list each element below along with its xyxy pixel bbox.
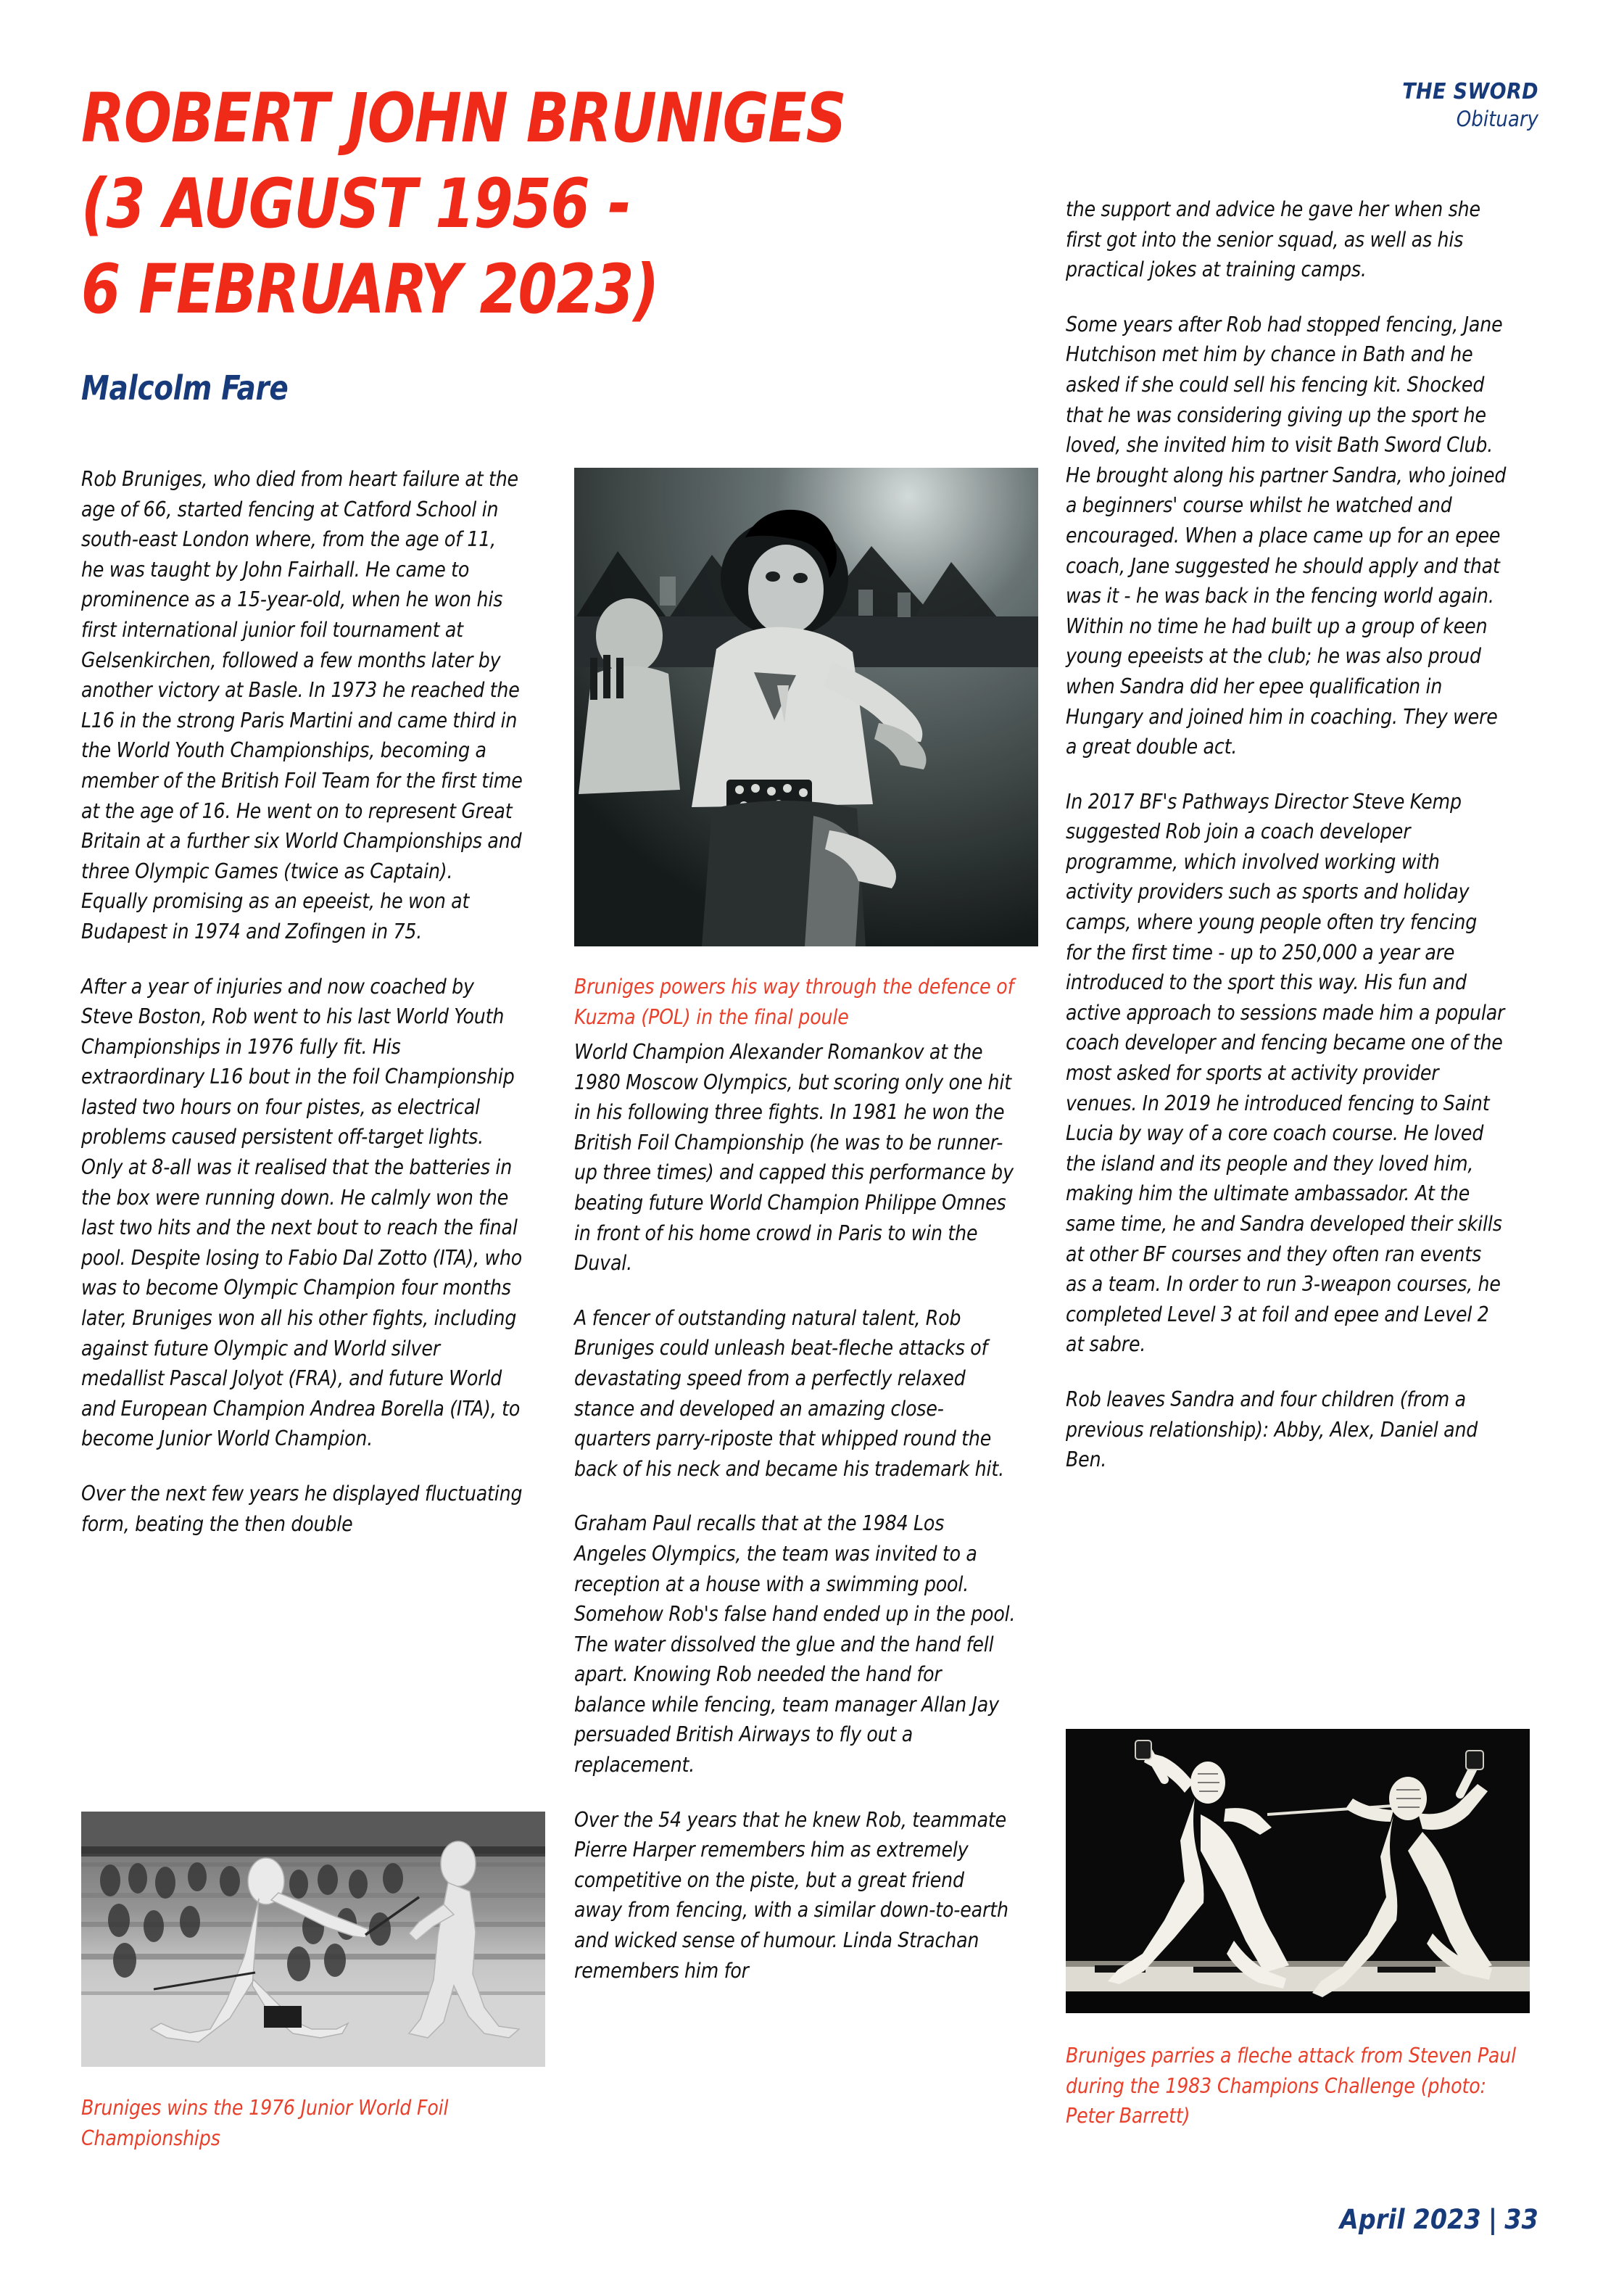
page-title [81,79,1111,341]
photo-caption: Bruniges powers his way through the defence of Kuzma (POL) in the final poule [574,975,1014,1029]
article-column-3 [1066,194,1514,1475]
paragraph: Graham Paul recalls that at the 1984 Los Angeles Olympics, the team was invited to a reception at a house with a swimming pool. Somehow Rob's false hand ended up in the pool. The water dissolved the glue and the hand fell apart. Knowing Rob needed the hand for balance while fencing, team manager Allan Jay persuaded British Airways to fly out a replacement. [574,1511,1016,1777]
paragraph: Over the next few years he displayed fluctuating form, beating the then double [81,1482,523,1536]
photo-caption: Bruniges wins the 1976 Junior World Foil Championships [81,2096,449,2150]
paragraph: Over the 54 years that he knew Rob, teammate Pierre Harper remembers him as extremely competitive on the piste, but a great friend away from fencing, with a similar down-to-earth and wicked sense of humour. Linda Strachan remembers him for [574,1807,1008,1983]
paragraph: Rob Bruniges, who died from heart failure at the age of 66, started fencing at Catford School in south-east London where, from the age of 11, he was taught by John Fairhall. He came to prominence as a 15-year-old, when he won his first international junior foil tournament at Gelsenkirchen, followed a few months later by another victory at Basle. In 1973 he reached the L16 in the strong Paris Martini and came third in the World Youth Championships, becoming a member of the British Foil Team for the first time at the age of 16. He went on to represent Great Britain at a further six World Championships and three Olympic Games (twice as Captain). Equally promising as an epeeist, he won at Budapest in 1974 and Zofingen in 75. [81,467,523,943]
photo-fleche-attack-1983 [1066,1729,1530,2013]
article-column-2 [574,1037,1022,1986]
paragraph: After a year of injuries and now coached by Steve Boston, Rob went to his last World Youth Championships in 1976 fully fit. His extraordinary L16 bout in the foil Championship lasted two hours on four pistes, as electrical problems caused persistent off-target lights. Only at 8-all was it realised that the batteries in the box were running down. He calmly won the last two hits and the next bout to reach the final pool. Despite losing to Fabio Dal Zotto (ITA), who was to become Olympic Champion four months later, Bruniges won all his other fights, including against future Olympic and World silver medallist Pascal Jolyot (FRA), and future World and European Champion Andrea Borella (ITA), to become Junior World Champion. [81,974,523,1451]
photo-caption: Bruniges parries a fleche attack from Steven Paul during the 1983 Champions Challenge (photo: Peter Barrett) [1066,2044,1516,2128]
section-label: Obituary [1456,107,1538,132]
paragraph: In 2017 BF's Pathways Director Steve Kemp suggested Rob join a coach developer programme, which involved working with activity providers such as sports and holiday camps, where young people often try fencing for the first time - up to 250,000 a year are introduced to the sport this way. His fun and active approach to sessions made him a popular coach developer and fencing became one of the most asked for sports at activity provider venues. In 2019 he introduced fencing to Saint Lucia by way of a core coach course. He loved the island and its people and they loved him, making him the ultimate ambassador. At the same time, he and Sandra developed their skills at other BF courses and they often ran events as a team. In order to run 3-weapon courses, he completed Level 3 at foil and epee and Level 2 at sabre. [1066,789,1505,1357]
headline-line-3: 6 FEBRUARY 2023) [81,249,659,329]
headline-line-1: ROBERT JOHN BRUNIGES [81,79,846,158]
headline-line-2: (3 AUGUST 1956 - [81,164,631,244]
issue-date: April 2023 [1339,2204,1481,2235]
paragraph: Some years after Rob had stopped fencing, Jane Hutchison met him by chance in Bath and he asked if she could sell his fencing kit. Shocked that he was considering giving up the sport he loved, she invited him to visit Bath Sword Club. He brought along his partner Sandra, who joined a beginners' course whilst he watched and encouraged. When a place came up for an epee coach, Jane suggested he should apply and that was it - he was back in the fencing world again. Within no time he had built up a group of keen young epeeists at the club; he was also proud when Sandra did her epee qualification in Hungary and joined him in coaching. They were a great double act. [1066,312,1507,759]
photo-bruniges-1976-junior-worlds [81,1812,545,2067]
publication-title: THE SWORD [1402,79,1538,104]
paragraph: Rob leaves Sandra and four children (from a previous relationship): Abby, Alex, Daniel and Ben. [1066,1387,1478,1472]
author-byline: Malcolm Fare [81,368,289,408]
paragraph: A fencer of outstanding natural talent, Rob Bruniges could unleash beat-fleche attacks of devastating speed from a perfectly relaxed stance and developed an amazing close-quarters parry-riposte that whipped round the back of his neck and became his trademark hit. [574,1305,1004,1481]
masthead [1402,78,1538,133]
photo-bruniges-celebrating [574,468,1038,946]
footer-separator: | [1488,2204,1498,2235]
paragraph: World Champion Alexander Romankov at the 1980 Moscow Olympics, but scoring only one hit in his following three fights. In 1981 he won the British Foil Championship (he was to be runner-up three times) and capped this performance by beating future World Champion Philippe Omnes in front of his home crowd in Paris to win the Duval. [574,1040,1014,1276]
page-number: 33 [1504,2204,1538,2235]
paragraph: the support and advice he gave her when she first got into the senior squad, as well as his practical jokes at training camps. [1066,197,1480,282]
article-column-1 [81,464,529,1539]
page-footer [1340,2204,1538,2235]
